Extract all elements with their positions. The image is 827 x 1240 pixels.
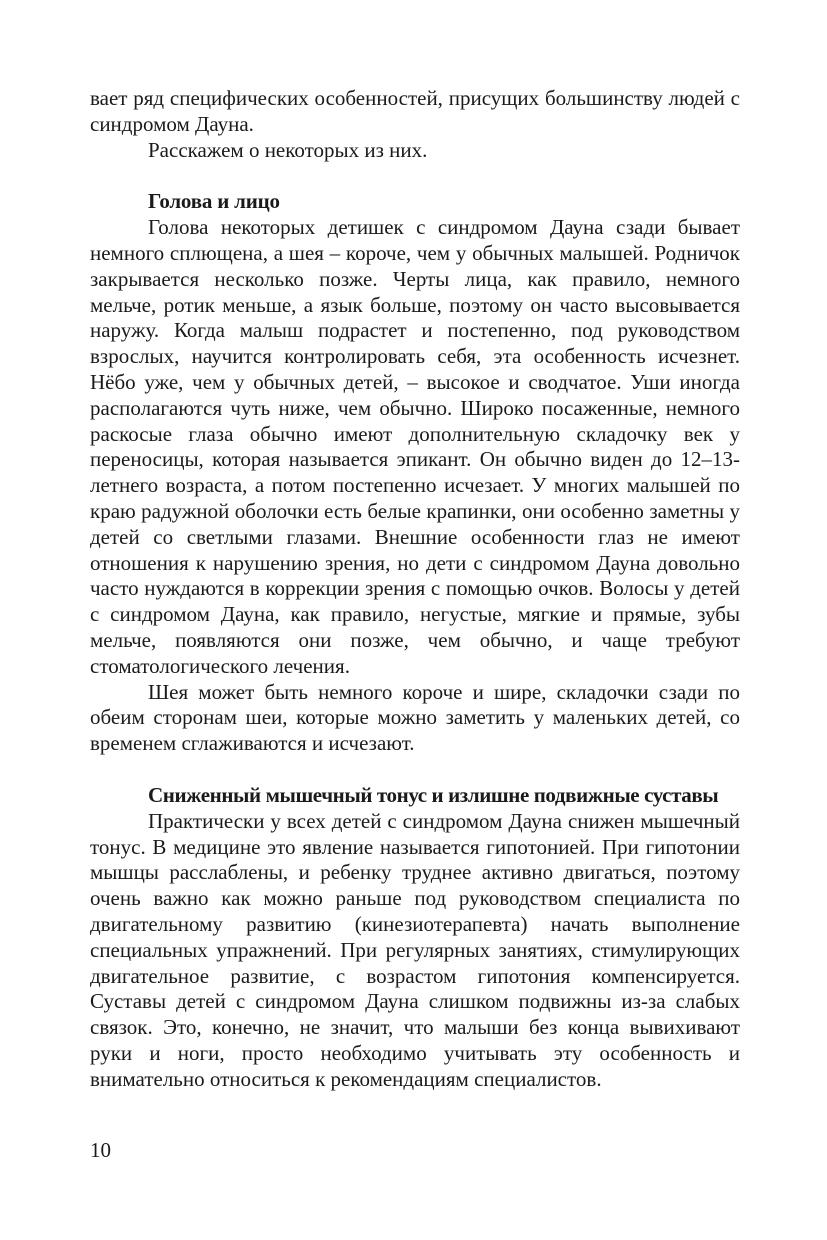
paragraph-continued: вает ряд специфических особенностей, присущих большинству людей с синдромом Дауна. [90, 86, 740, 136]
page-number: 10 [90, 1138, 111, 1162]
section-heading-head-face: Голова и лицо [148, 189, 280, 214]
section-heading-muscle-tone: Сниженный мышечный тонус и излишне подвижные суставы [148, 782, 719, 807]
paragraph-head-face: Голова некоторых детишек с синдромом Дауна сзади бывает немного сплющена, а шея – короче, чем у обычных малышей. Родничок закрывается несколько позже. Черты лица, как правило, немного мельче, ротик меньше, а язык больше, поэтому он часто высовывается наружу. Когда малыш подрастет и постепенно, под руководством взрослых, научится контролировать себя, эта особенность исчезнет. Нёбо уже, чем у обычных детей, – высокое и сводчатое. Уши иногда располагаются чуть ниже, чем обычно. Широко посаженные, немного раскосые глаза обычно имеют дополнительную складочку век у переносицы, которая называется эпикант. Он обычно виден до 12–13-летнего возраста, а потом постепенно исчезает. У многих малышей по краю радужной оболочки есть белые крапинки, они особенно заметны у детей со светлыми глазами. Внешние особенности глаз не имеют отношения к нарушению зрения, но дети с синдромом Дауна довольно часто нуждаются в коррекции зрения с помощью очков. Волосы у детей с синдромом Дауна, как правило, негустые, мягкие и прямые, зубы мельче, появляются они позже, чем обычно, и чаще требуют стоматологического лечения. [90, 215, 740, 678]
paragraph-muscle-tone: Практически у всех детей с синдромом Дауна снижен мышечный тонус. В медицине это явление называется гипотонией. При гипотонии мышцы расслаблены, и ребенку труднее активно двигаться, поэтому очень важно как можно раньше под руководством специалиста по двигательному развитию (кинезиотерапевта) начать выполнение специальных упражнений. При регулярных занятиях, стимулирующих двигательное развитие, с возрастом гипотония компенсируется. Суставы детей с синдромом Дауна слишком подвижны из-за слабых связок. Это, конечно, не значит, что малыши без конца вывихивают руки и ноги, просто необходимо учитывать эту особенность и внимательно относиться к рекомендациям специалистов. [90, 808, 740, 1091]
paragraph-intro: Расскажем о некоторых из них. [148, 137, 428, 162]
page-body [90, 86, 740, 1092]
paragraph-neck: Шея может быть немного короче и шире, складочки сзади по обеим сторонам шеи, которые можно заметить у маленьких детей, со временем сглаживаются и исчезают. [90, 679, 740, 756]
